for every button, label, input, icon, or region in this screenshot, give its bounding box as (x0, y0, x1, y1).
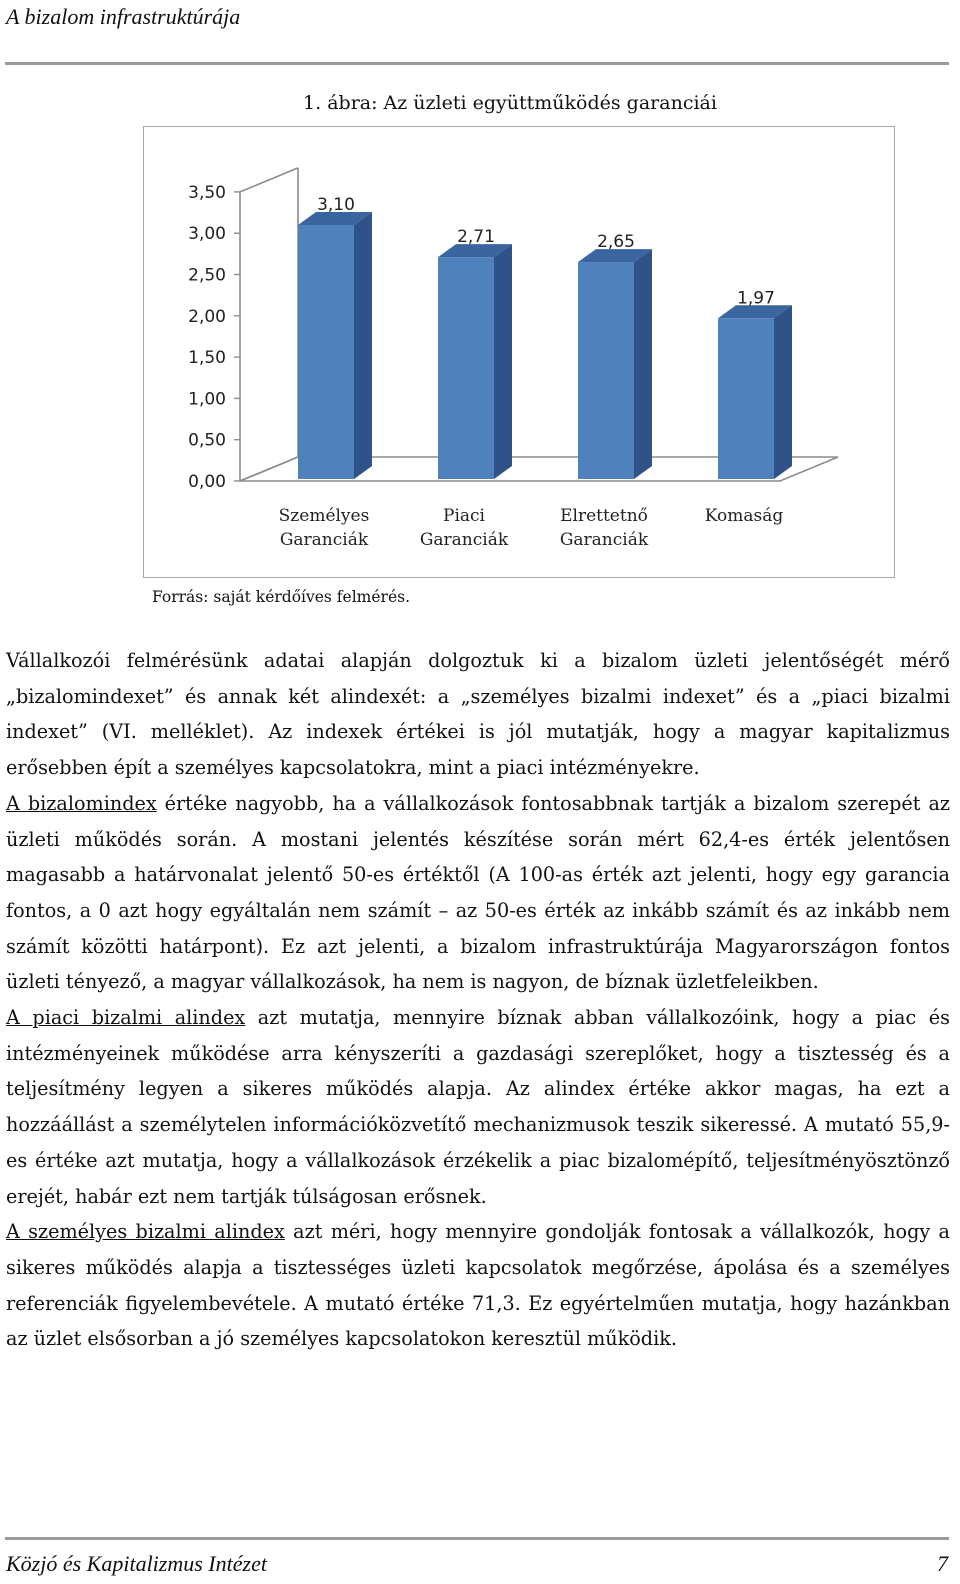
bar-value-label: 2,71 (457, 227, 495, 248)
paragraph-piaci-alindex-text: azt mutatja, mennyire bíznak abban vállalkozóink, hogy a piac és intézményeinek működése arra kényszeríti a gazdasági szereplőket, hogy a tisztesség és a teljesítmény legyen a sikeres működés alapja. Az alindex értéke akkor magas, ha ezt a hozzáállást a személytelen információközvetítő mechanizmusok teszik sikeressé. A mutató 55,9-es értéke azt mutatja, hogy a vállalkozások érzékelik a piac bizalomépítő, teljesítményösztönző erejét, habár ezt nem tartják túlságosan erősnek. (6, 1006, 950, 1208)
bar-side (494, 244, 512, 479)
page-number: 7 (937, 1551, 948, 1576)
y-tick-label: 3,00 (188, 224, 226, 245)
bar-side (354, 212, 372, 479)
x-category-label: Személyes (278, 506, 370, 526)
paragraph-szemelyes-alindex-text: azt méri, hogy mennyire gondolják fontosak a vállalkozók, hogy a sikeres működés alapja a tisztességes üzleti kapcsolatok megőrzése, ápolása és a személyes referenciák figyelembevétele. A mutató értéke 71,3. Ez egyértelműen mutatja, hogy hazánkban az üzlet elsősorban a jó személyes kapcsolatokon keresztül működik. (6, 1220, 950, 1351)
body-text (6, 643, 950, 1357)
header-rule (5, 62, 949, 65)
y-tick-label: 2,50 (188, 265, 226, 286)
y-tick-label: 3,50 (188, 182, 226, 203)
y-tick-label: 0,00 (188, 472, 226, 492)
x-category-label: Garanciák (279, 530, 369, 550)
x-category-label: Komaság (704, 506, 784, 526)
bar-chart (143, 126, 895, 578)
term-szemelyes-alindex: A személyes bizalmi alindex (6, 1220, 285, 1244)
x-category-label: Garanciák (419, 530, 509, 550)
footer-rule (5, 1537, 949, 1540)
bar-value-label: 1,97 (737, 288, 775, 309)
bar-side (774, 305, 792, 479)
running-header: A bizalom infrastruktúrája (6, 4, 241, 29)
y-tick-label: 2,00 (188, 306, 226, 327)
paragraph-intro-text: Vállalkozói felmérésünk adatai alapján dolgoztuk ki a bizalom üzleti jelentőségét mérő „bizalomindexet” és annak két alindexét: a „személyes bizalmi indexet” és a „piaci bizalmi indexet” (VI. melléklet). Az indexek értékei is jól mutatják, hogy a magyar kapitalizmus erősebben épít a személyes kapcsolatokra, mint a piaci intézményekre. (6, 649, 950, 780)
paragraph-bizalomindex (6, 786, 950, 1000)
bar-front (718, 318, 774, 479)
bar-side (634, 249, 652, 479)
term-bizalomindex: A bizalomindex (6, 791, 157, 815)
y-tick-label: 1,50 (188, 348, 226, 369)
y-tick-label: 1,00 (188, 389, 226, 410)
figure-title: 1. ábra: Az üzleti együttműködés garanciái (303, 92, 717, 114)
chart-back-wall (240, 168, 298, 481)
paragraph-intro (6, 643, 950, 786)
footer-publisher: Közjó és Kapitalizmus Intézet (6, 1551, 267, 1576)
paragraph-piaci-alindex (6, 1000, 950, 1214)
paragraph-bizalomindex-text: értéke nagyobb, ha a vállalkozások fontosabbnak tartják a bizalom szerepét az üzleti működés során. A mostani jelentés készítése során mért 62,4-es érték jelentősen magasabb a határvonalat jelentő 50-es értéktől (A 100-as érték azt jelenti, hogy egy garancia fontos, a 0 azt hogy egyáltalán nem számít – az 50-es érték az inkább számít és az inkább nem számít közötti határpont). Ez azt jelenti, a bizalom infrastruktúrája Magyarországon fontos üzleti tényező, a magyar vállalkozások, ha nem is nagyon, de bíznak üzletfeleikben. (6, 791, 950, 994)
bar-value-label: 2,65 (597, 232, 635, 253)
x-category-label: Garanciák (559, 530, 649, 550)
figure-source: Forrás: saját kérdőíves felmérés. (152, 588, 410, 606)
bar-front (578, 262, 634, 479)
x-category-label: Piaci (443, 506, 485, 526)
paragraph-szemelyes-alindex (6, 1214, 950, 1357)
bar-value-label: 3,10 (317, 194, 355, 215)
bar-front (298, 225, 354, 479)
bar-front (438, 257, 494, 479)
x-category-label: Elrettetnő (560, 506, 648, 526)
y-tick-label: 0,50 (188, 430, 226, 451)
term-piaci-alindex: A piaci bizalmi alindex (6, 1006, 246, 1030)
